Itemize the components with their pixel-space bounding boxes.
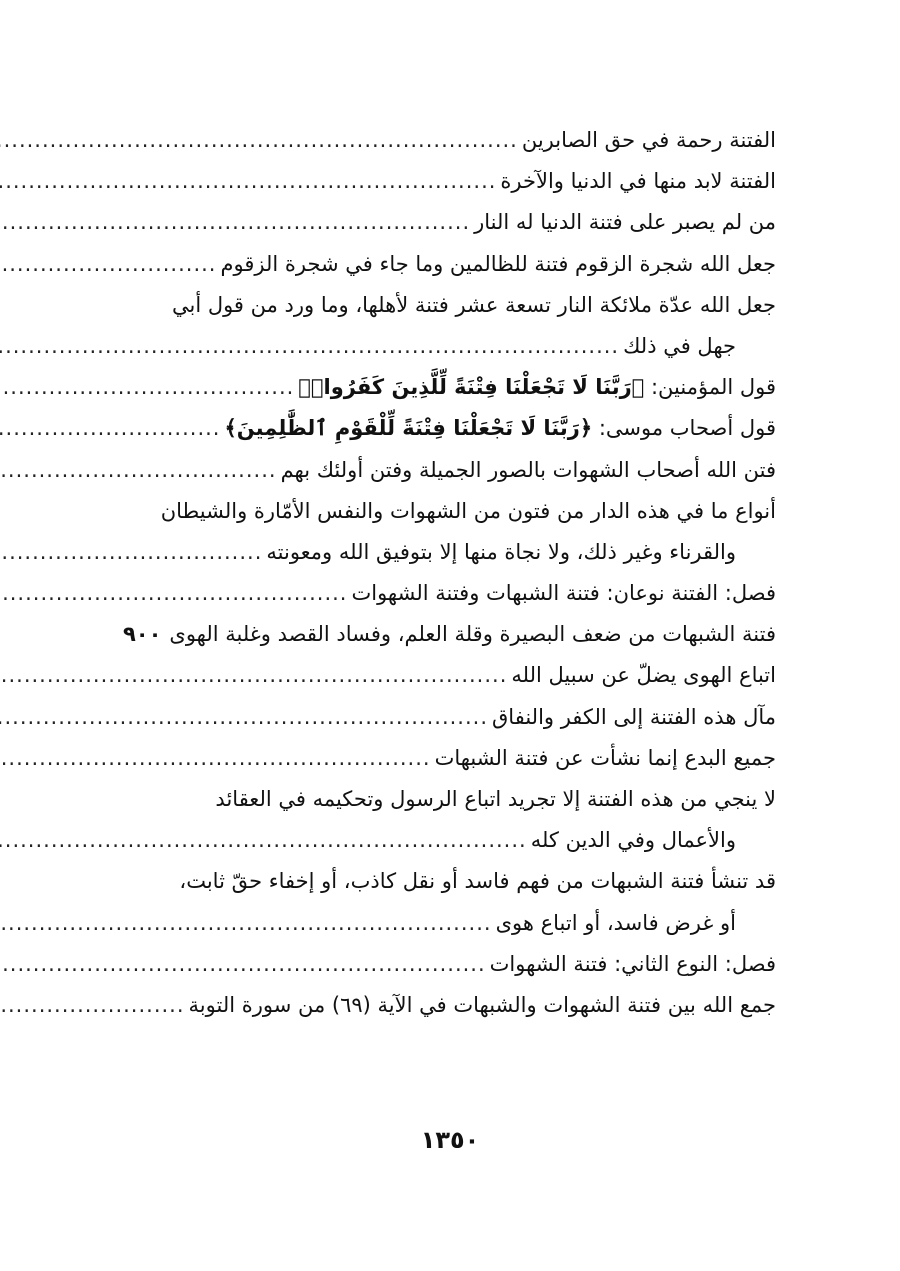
- toc-entry-start: [128, 491, 776, 532]
- toc-entry: [128, 408, 776, 449]
- entry-title: الفتنة لابد منها في الدنيا والآخرة: [500, 169, 776, 194]
- leader-dots: [0, 161, 496, 202]
- leader-dots: [0, 202, 470, 243]
- toc-entry: [128, 161, 776, 202]
- leader-dots: [0, 244, 216, 285]
- entry-title: [298, 367, 776, 408]
- entry-page: ٩٠٠: [122, 622, 162, 647]
- table-of-contents: [122, 120, 776, 1026]
- entry-title: والقرناء وغير ذلك، ولا نجاة منها إلا بتوفيق الله ومعونته: [266, 539, 736, 564]
- toc-entry-continuation: [128, 903, 776, 944]
- entry-title: فتن الله أصحاب الشهوات بالصور الجميلة وفتن أولئك بهم: [280, 457, 776, 482]
- page-number: ١٣٥٠: [420, 1126, 480, 1154]
- toc-entry: [122, 614, 776, 655]
- leader-dots: [0, 367, 294, 408]
- toc-entry: [128, 367, 776, 408]
- toc-entry: [128, 244, 776, 285]
- toc-entry-start: [128, 779, 776, 820]
- leader-dots: [0, 573, 347, 614]
- entry-title: جعل الله عدّة ملائكة النار تسعة عشر فتنة لأهلها، وما ورد من قول أبي: [171, 292, 776, 317]
- toc-entry: [128, 450, 776, 491]
- entry-title: فتنة الشبهات من ضعف البصيرة وقلة العلم، وفساد القصد وغلبة الهوى: [169, 622, 776, 647]
- leader-dots: [0, 944, 486, 985]
- entry-title: اتباع الهوى يضلّ عن سبيل الله: [511, 663, 776, 688]
- entry-title: فصل: النوع الثاني: فتنة الشهوات: [489, 951, 776, 976]
- quran-verse: ﴿رَبَّنَا لَا تَجْعَلْنَا فِتْنَةً لِّلَّذِينَ كَفَرُوا۟﴾: [298, 375, 645, 400]
- toc-entry: [128, 697, 776, 738]
- leader-dots: [0, 326, 619, 367]
- toc-entry: [128, 985, 776, 1026]
- leader-dots: [0, 120, 518, 161]
- leader-dots: [0, 903, 492, 944]
- toc-entry: [128, 202, 776, 243]
- leader-dots: [0, 450, 277, 491]
- entry-title: من لم يصبر على فتنة الدنيا له النار: [474, 210, 776, 235]
- toc-entry-continuation: [128, 326, 776, 367]
- entry-title: أنواع ما في هذه الدار من فتون من الشهوات والنفس الأمّارة والشيطان: [160, 498, 776, 523]
- toc-entry: [128, 120, 776, 161]
- entry-title: جميع البدع إنما نشأت عن فتنة الشبهات: [434, 745, 776, 770]
- leader-dots: [0, 820, 527, 861]
- toc-entry: [128, 738, 776, 779]
- toc-entry-start: [128, 285, 776, 326]
- toc-entry-start: [128, 861, 776, 902]
- toc-entry: [128, 655, 776, 696]
- entry-title: فصل: الفتنة نوعان: فتنة الشبهات وفتنة الشهوات: [351, 581, 776, 606]
- toc-entry: [128, 573, 776, 614]
- entry-title-text: قول أصحاب موسى:: [598, 416, 776, 441]
- leader-dots: [0, 738, 431, 779]
- leader-dots: [0, 655, 507, 696]
- toc-entry-continuation: [128, 820, 776, 861]
- leader-dots: [0, 532, 262, 573]
- entry-title-text: قول المؤمنين:: [650, 375, 776, 400]
- entry-title: والأعمال وفي الدين كله: [530, 828, 736, 853]
- entry-title: قد تنشأ فتنة الشبهات من فهم فاسد أو نقل كاذب، أو إخفاء حقّ ثابت،: [179, 869, 776, 894]
- entry-title: جهل في ذلك: [623, 333, 736, 358]
- leader-dots: [0, 408, 220, 449]
- entry-title: الفتنة رحمة في حق الصابرين: [521, 128, 776, 152]
- entry-title: أو غرض فاسد، أو اتباع هوى: [495, 910, 736, 935]
- leader-dots: [0, 985, 185, 1026]
- toc-entry: [128, 944, 776, 985]
- entry-title: جمع الله بين فتنة الشهوات والشبهات في الآية (٦٩) من سورة التوبة: [188, 992, 776, 1017]
- entry-title: لا ينجي من هذه الفتنة إلا تجريد اتباع الرسول وتحكيمه في العقائد: [215, 787, 776, 811]
- leader-dots: [0, 697, 488, 738]
- entry-title: جعل الله شجرة الزقوم فتنة للظالمين وما جاء في شجرة الزقوم: [220, 251, 776, 276]
- entry-title: مآل هذه الفتنة إلى الكفر والنفاق: [492, 704, 776, 729]
- entry-title: [224, 408, 776, 449]
- quran-verse: ﴿رَبَّنَا لَا تَجْعَلْنَا فِتْنَةً لِّلْقَوْمِ ٱلظَّٰلِمِينَ﴾: [224, 416, 593, 441]
- toc-entry-continuation: [128, 532, 776, 573]
